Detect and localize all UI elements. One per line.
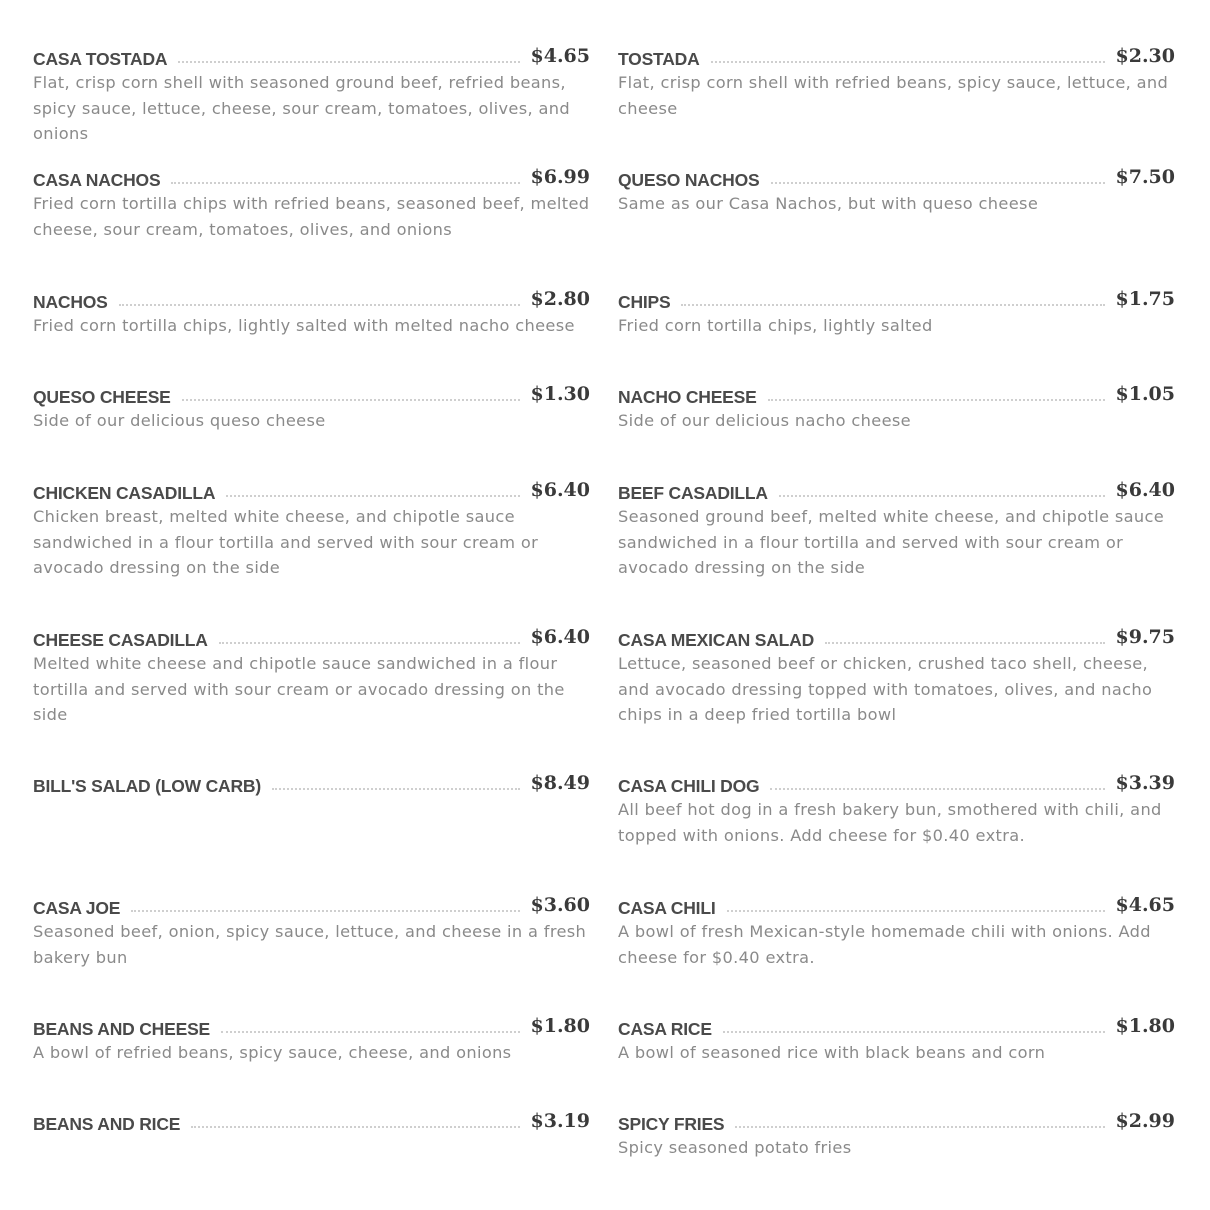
- menu-item: [618, 771, 1175, 848]
- menu-item-price: $4.65: [530, 45, 590, 67]
- menu-item-name: CASA MEXICAN SALAD: [618, 630, 815, 650]
- menu-item-name: CASA JOE: [33, 898, 121, 918]
- menu-item-description: A bowl of fresh Mexican-style homemade chili with onions. Add cheese for $0.40 extra.: [618, 922, 1151, 967]
- menu-item: [33, 287, 590, 339]
- dotted-leader: [191, 1126, 519, 1128]
- menu-item-description: Fried corn tortilla chips with refried beans, seasoned beef, melted cheese, sour cream, tomatoes, olives, and onions: [33, 194, 590, 239]
- menu-item-description: Chicken breast, melted white cheese, and chipotle sauce sandwiched in a flour tortilla and served with sour cream or avocado dressing on the side: [33, 507, 539, 578]
- menu-item-header: [33, 771, 590, 797]
- menu-item-price: $2.99: [1115, 1110, 1175, 1132]
- menu-item-name: CHICKEN CASADILLA: [33, 483, 216, 503]
- menu-item-name: CHIPS: [618, 292, 671, 312]
- dotted-leader: [723, 1031, 1105, 1033]
- menu-item-price: $7.50: [1115, 166, 1175, 188]
- menu-item-name: CASA CHILI DOG: [618, 776, 760, 796]
- menu-item-price: $3.60: [530, 894, 590, 916]
- menu-item-price: $6.40: [530, 626, 590, 648]
- menu-item-name: NACHO CHEESE: [618, 387, 757, 407]
- menu-item-description: Fried corn tortilla chips, lightly salted: [618, 316, 933, 335]
- menu-item: [618, 382, 1175, 434]
- dotted-leader: [771, 182, 1105, 184]
- menu-item: [33, 1109, 590, 1135]
- menu-item: [33, 165, 590, 242]
- menu-item-name: BILL'S SALAD (LOW CARB): [33, 776, 262, 796]
- menu-item-price: $9.75: [1115, 626, 1175, 648]
- menu-item-name: NACHOS: [33, 292, 108, 312]
- menu-item: [618, 287, 1175, 339]
- menu-item-price: $6.40: [1115, 479, 1175, 501]
- dotted-leader: [119, 304, 520, 306]
- dotted-leader: [131, 910, 519, 912]
- menu-item: [618, 893, 1175, 970]
- menu-item: [33, 625, 590, 728]
- menu-item-header: [618, 165, 1175, 191]
- menu-item-header: [33, 287, 590, 313]
- menu-item: [618, 44, 1175, 121]
- menu-item: [618, 1109, 1175, 1161]
- menu-item-description: A bowl of seasoned rice with black beans and corn: [618, 1043, 1046, 1062]
- menu-item-description: Seasoned ground beef, melted white cheese, and chipotle sauce sandwiched in a flour tortilla and served with sour cream or avocado dressing on the side: [618, 507, 1165, 578]
- menu-item-header: [33, 44, 590, 70]
- menu-item-header: [618, 893, 1175, 919]
- menu-item-header: [33, 478, 590, 504]
- menu-item-description: Same as our Casa Nachos, but with queso cheese: [618, 194, 1039, 213]
- menu-item-price: $2.30: [1115, 45, 1175, 67]
- menu-item-name: BEEF CASADILLA: [618, 483, 768, 503]
- menu-item-price: $1.30: [530, 383, 590, 405]
- menu-item-description: Fried corn tortilla chips, lightly salted with melted nacho cheese: [33, 316, 575, 335]
- menu-item: [33, 771, 590, 797]
- menu-item-name: QUESO NACHOS: [618, 170, 760, 190]
- menu-item: [618, 625, 1175, 728]
- menu-item-name: CASA CHILI: [618, 898, 716, 918]
- dotted-leader: [171, 182, 519, 184]
- menu-item-price: $1.75: [1115, 288, 1175, 310]
- menu-item-price: $4.65: [1115, 894, 1175, 916]
- menu-item-description: Side of our delicious nacho cheese: [618, 411, 911, 430]
- menu-item-header: [618, 287, 1175, 313]
- menu-item-header: [618, 1109, 1175, 1135]
- menu-item-header: [33, 165, 590, 191]
- dotted-leader: [226, 495, 519, 497]
- dotted-leader: [219, 642, 520, 644]
- menu-item-name: BEANS AND CHEESE: [33, 1019, 211, 1039]
- menu-item-name: CASA RICE: [618, 1019, 712, 1039]
- menu-item-price: $6.40: [530, 479, 590, 501]
- menu-item-price: $1.05: [1115, 383, 1175, 405]
- menu-item-header: [618, 478, 1175, 504]
- menu-item-price: $1.80: [1115, 1015, 1175, 1037]
- menu-item-price: $2.80: [530, 288, 590, 310]
- dotted-leader: [681, 304, 1104, 306]
- menu-item: [33, 1014, 590, 1066]
- menu-item-name: CHEESE CASADILLA: [33, 630, 208, 650]
- dotted-leader: [727, 910, 1105, 912]
- dotted-leader: [178, 61, 519, 63]
- menu-item-header: [33, 1014, 590, 1040]
- dotted-leader: [825, 642, 1104, 644]
- menu-item-header: [618, 44, 1175, 70]
- menu-item: [618, 1014, 1175, 1066]
- menu-item-description: A bowl of refried beans, spicy sauce, cheese, and onions: [33, 1043, 512, 1062]
- dotted-leader: [272, 788, 519, 790]
- menu-item-header: [618, 382, 1175, 408]
- menu-item-header: [618, 1014, 1175, 1040]
- menu-item-name: BEANS AND RICE: [33, 1114, 181, 1134]
- menu-item-description: Melted white cheese and chipotle sauce sandwiched in a flour tortilla and served with sour cream or avocado dressing on the side: [33, 654, 565, 725]
- menu-item: [33, 44, 590, 147]
- menu-item-description: Spicy seasoned potato fries: [618, 1138, 852, 1157]
- dotted-leader: [770, 788, 1104, 790]
- menu-item-header: [618, 625, 1175, 651]
- menu-item-name: TOSTADA: [618, 49, 700, 69]
- dotted-leader: [221, 1031, 519, 1033]
- menu-item-header: [618, 771, 1175, 797]
- menu-item-description: Seasoned beef, onion, spicy sauce, lettuce, and cheese in a fresh bakery bun: [33, 922, 587, 967]
- menu-item-price: $3.19: [530, 1110, 590, 1132]
- dotted-leader: [711, 61, 1105, 63]
- menu-item: [33, 893, 590, 970]
- menu-item: [33, 382, 590, 434]
- menu-item: [618, 165, 1175, 217]
- menu-item-name: QUESO CHEESE: [33, 387, 171, 407]
- menu-item-description: Flat, crisp corn shell with seasoned ground beef, refried beans, spicy sauce, lettuce, cheese, sour cream, tomatoes, olives, and onions: [33, 73, 570, 144]
- dotted-leader: [779, 495, 1105, 497]
- menu-item-header: [33, 893, 590, 919]
- menu-item-price: $1.80: [530, 1015, 590, 1037]
- dotted-leader: [768, 399, 1105, 401]
- menu-item-description: Side of our delicious queso cheese: [33, 411, 326, 430]
- menu-item: [618, 478, 1175, 581]
- menu-item-description: Lettuce, seasoned beef or chicken, crushed taco shell, cheese, and avocado dressing topped with tomatoes, olives, and nacho chips in a deep fried tortilla bowl: [618, 654, 1153, 725]
- menu-item-header: [33, 1109, 590, 1135]
- menu-item-price: $6.99: [530, 166, 590, 188]
- dotted-leader: [735, 1126, 1104, 1128]
- menu-item-price: $3.39: [1115, 772, 1175, 794]
- menu-item-name: SPICY FRIES: [618, 1114, 725, 1134]
- menu-item-name: CASA NACHOS: [33, 170, 161, 190]
- menu-item: [33, 478, 590, 581]
- menu-item-description: All beef hot dog in a fresh bakery bun, smothered with chili, and topped with onions. Add cheese for $0.40 extra.: [618, 800, 1162, 845]
- dotted-leader: [182, 399, 520, 401]
- menu-item-name: CASA TOSTADA: [33, 49, 168, 69]
- menu-item-header: [33, 382, 590, 408]
- menu-item-header: [33, 625, 590, 651]
- menu-item-price: $8.49: [530, 772, 590, 794]
- menu-item-description: Flat, crisp corn shell with refried beans, spicy sauce, lettuce, and cheese: [618, 73, 1169, 118]
